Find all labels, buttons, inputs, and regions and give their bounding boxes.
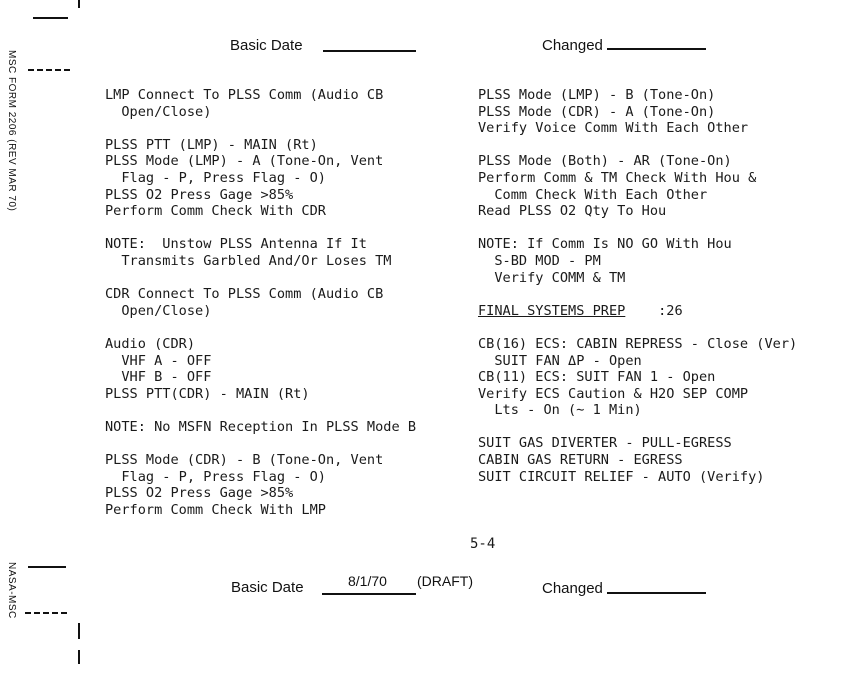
right-column-bottom — [478, 336, 858, 485]
margin-tick-top — [78, 0, 80, 8]
left-col-alias-line: NOTE: No MSFN Reception In PLSS Mode B — [105, 418, 416, 435]
right-bottom-alias-line: CB(16) ECS: CABIN REPRESS - Close (Ver) — [478, 335, 798, 352]
right-bottom-alias-line: CABIN GAS RETURN - EGRESS — [478, 452, 683, 469]
right-bottom-alias-line: Lts - On (∼ 1 Min) — [478, 402, 642, 419]
section-title: FINAL SYSTEMS PREP — [478, 302, 626, 319]
left-col-alias-line: Audio (CDR) — [105, 335, 196, 352]
margin-mark-bottom — [28, 566, 66, 568]
right-top-alias-line: S-BD MOD - PM — [478, 252, 601, 269]
left-column — [105, 87, 465, 518]
right-top-alias-line: Perform Comm & TM Check With Hou & — [478, 169, 757, 186]
right-bottom-alias-line: SUIT FAN ΔP - Open — [478, 352, 642, 369]
footer-basic-date-label: Basic Date — [231, 579, 304, 596]
footer-changed-label: Changed — [542, 580, 603, 597]
right-bottom-alias-line: CB(11) ECS: SUIT FAN 1 - Open — [478, 369, 716, 386]
header-basic-date-line — [323, 50, 416, 52]
left-col-alias-line: Flag - P, Press Flag - O) — [105, 169, 326, 186]
footer-basic-date-line — [322, 593, 416, 595]
right-top-alias-line: Read PLSS O2 Qty To Hou — [478, 203, 667, 220]
right-bottom-alias-line: SUIT CIRCUIT RELIEF - AUTO (Verify) — [478, 468, 765, 485]
margin-tick-bottom-2 — [78, 650, 80, 664]
right-column-top — [478, 87, 858, 303]
right-bottom-alias-line: SUIT GAS DIVERTER - PULL-EGRESS — [478, 435, 732, 452]
margin-mark-top — [33, 17, 68, 19]
margin-dash-top — [28, 69, 70, 71]
margin-dash-bottom — [25, 612, 67, 614]
header-changed-label: Changed — [542, 37, 603, 54]
left-col-alias-line: NOTE: Unstow PLSS Antenna If It — [105, 236, 367, 253]
right-top-alias-line: Verify COMM & TM — [478, 269, 626, 286]
left-col-alias-line: VHF A - OFF — [105, 352, 212, 369]
footer-draft-label: (DRAFT) — [417, 573, 473, 589]
left-col-alias-line: Flag - P, Press Flag - O) — [105, 468, 326, 485]
left-col-alias-line: PLSS PTT(CDR) - MAIN (Rt) — [105, 385, 310, 402]
right-bottom-alias-line: Verify ECS Caution & H2O SEP COMP — [478, 385, 749, 402]
form-number-label: MSC FORM 2206 (REV MAR 70) — [6, 50, 17, 212]
right-column — [478, 87, 858, 485]
right-top-alias-line: PLSS Mode (Both) - AR (Tone-On) — [478, 153, 732, 170]
left-col-alias-line: PLSS Mode (CDR) - B (Tone-On, Vent — [105, 452, 384, 469]
left-col-alias-line: LMP Connect To PLSS Comm (Audio CB — [105, 87, 384, 103]
left-col-alias-line: Perform Comm Check With CDR — [105, 203, 326, 220]
left-col-alias-line: CDR Connect To PLSS Comm (Audio CB — [105, 286, 384, 303]
left-col-alias-line: PLSS O2 Press Gage >85% — [105, 485, 294, 502]
left-col-alias-line: Perform Comm Check With LMP — [105, 501, 326, 518]
margin-tick-bottom-1 — [78, 623, 80, 639]
section-heading — [478, 303, 858, 320]
left-col-alias-line: PLSS PTT (LMP) - MAIN (Rt) — [105, 136, 318, 153]
left-col-alias-line: PLSS O2 Press Gage >85% — [105, 186, 294, 203]
header-basic-date-label: Basic Date — [230, 37, 303, 54]
right-top-alias-line: PLSS Mode (CDR) - A (Tone-On) — [478, 103, 716, 120]
left-col-alias-line: PLSS Mode (LMP) - A (Tone-On, Vent — [105, 153, 384, 170]
agency-label: NASA-MSC — [6, 562, 17, 619]
left-col-alias-line: Open/Close) — [105, 302, 212, 319]
left-col-alias-line: Transmits Garbled And/Or Loses TM — [105, 252, 392, 269]
footer-basic-date-value: 8/1/70 — [348, 573, 387, 589]
section-time: :26 — [658, 302, 683, 319]
header-changed-line — [607, 48, 706, 50]
right-top-alias-line: NOTE: If Comm Is NO GO With Hou — [478, 236, 732, 253]
left-col-alias-line: Open/Close) — [105, 103, 212, 120]
right-top-alias-line: Verify Voice Comm With Each Other — [478, 120, 749, 137]
footer-changed-line — [607, 592, 706, 594]
right-top-alias-line: PLSS Mode (LMP) - B (Tone-On) — [478, 87, 716, 103]
left-col-alias-line: VHF B - OFF — [105, 369, 212, 386]
page-number: 5-4 — [470, 536, 496, 552]
right-top-alias-line: Comm Check With Each Other — [478, 186, 708, 203]
